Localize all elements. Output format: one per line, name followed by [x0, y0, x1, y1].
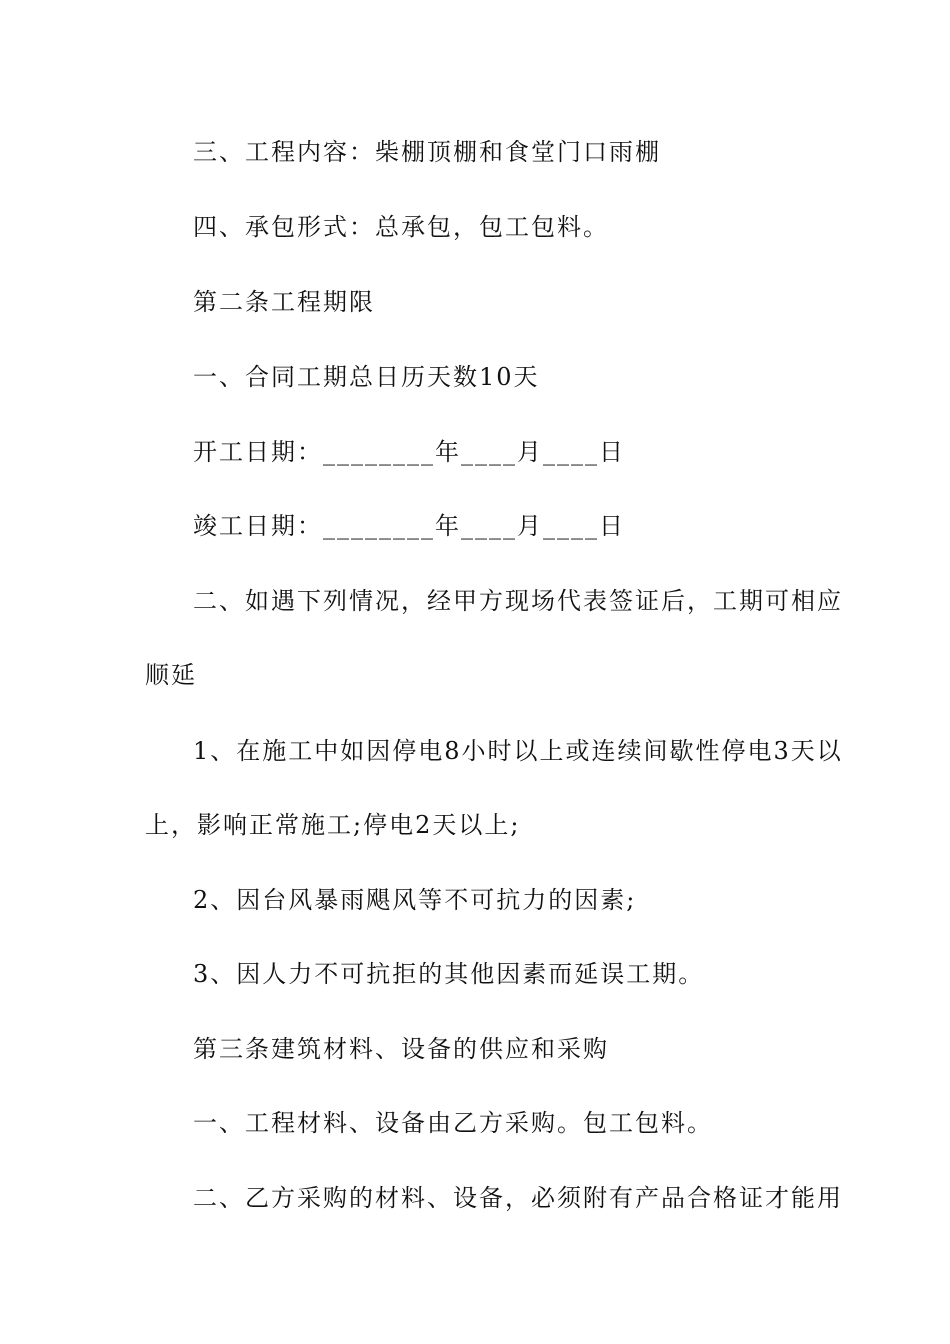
clause-materials-procurement: 一、工程材料、设备由乙方采购。包工包料。	[193, 1109, 713, 1137]
start-date-line: 开工日期：________年____月____日	[193, 438, 625, 466]
article-three-heading: 第三条建筑材料、设备的供应和采购	[193, 1035, 609, 1063]
completion-date-line: 竣工日期：________年____月____日	[193, 512, 625, 540]
clause-project-content: 三、工程内容：柴棚顶棚和食堂门口雨棚	[193, 138, 661, 166]
clause-materials-certificate: 二、乙方采购的材料、设备，必须附有产品合格证才能用	[193, 1184, 843, 1212]
clause-contract-form: 四、承包形式：总承包，包工包料。	[193, 213, 609, 241]
article-two-heading: 第二条工程期限	[193, 288, 375, 316]
clause-extension-continuation: 顺延	[145, 661, 197, 689]
condition-other-factors: 3、因人力不可抗拒的其他因素而延误工期。	[193, 960, 705, 988]
condition-power-outage: 1、在施工中如因停电8小时以上或连续间歇性停电3天以	[193, 737, 843, 765]
condition-force-majeure: 2、因台风暴雨飓风等不可抗力的因素;	[193, 886, 637, 914]
clause-extension-conditions: 二、如遇下列情况，经甲方现场代表签证后，工期可相应	[193, 587, 843, 615]
condition-power-outage-continuation: 上，影响正常施工;停电2天以上;	[145, 811, 521, 839]
clause-total-duration: 一、合同工期总日历天数10天	[193, 363, 540, 391]
